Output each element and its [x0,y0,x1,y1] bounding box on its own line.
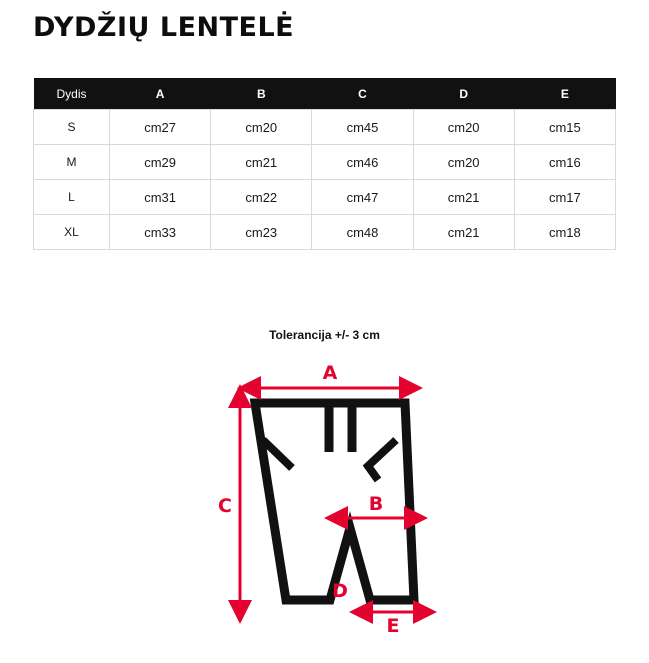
measure-a [258,362,402,388]
cell-d: cm21 [413,215,514,250]
cell-size: S [34,110,110,145]
column-header-b: B [211,78,312,110]
cell-b: cm22 [211,180,312,215]
table-header-row [34,78,616,110]
table-row [34,145,616,180]
table-row [34,180,616,215]
cell-c: cm45 [312,110,413,145]
cell-size: L [34,180,110,215]
column-header-c: C [312,78,413,110]
measure-label-d: D [332,580,348,602]
page-title: DYDŽIŲ LENTELĖ [33,12,295,43]
column-header-a: A [110,78,211,110]
tolerance-note: Tolerancija +/- 3 cm [269,328,380,342]
cell-c: cm46 [312,145,413,180]
cell-a: cm29 [110,145,211,180]
cell-e: cm16 [514,145,615,180]
cell-b: cm23 [211,215,312,250]
cell-e: cm18 [514,215,615,250]
cell-a: cm31 [110,180,211,215]
column-header-e: E [514,78,615,110]
cell-c: cm47 [312,180,413,215]
size-table [33,78,616,250]
measure-label-c: C [218,495,232,517]
cell-e: cm17 [514,180,615,215]
table-row [34,215,616,250]
measure-label-a: A [322,362,338,384]
measure-c [218,405,240,603]
table-row [34,110,616,145]
cell-e: cm15 [514,110,615,145]
cell-c: cm48 [312,215,413,250]
column-header-size: Dydis [34,78,110,110]
measure-label-b: B [368,493,384,515]
column-header-d: D [413,78,514,110]
measure-d [332,580,348,602]
cell-d: cm21 [413,180,514,215]
cell-size: XL [34,215,110,250]
measure-e [370,612,416,637]
cell-a: cm33 [110,215,211,250]
shorts-measurement-diagram [200,360,460,645]
shorts-outline [255,403,414,600]
measure-b [345,493,407,518]
cell-b: cm20 [211,110,312,145]
cell-size: M [34,145,110,180]
cell-a: cm27 [110,110,211,145]
cell-d: cm20 [413,110,514,145]
cell-b: cm21 [211,145,312,180]
cell-d: cm20 [413,145,514,180]
measure-label-e: E [386,615,400,637]
